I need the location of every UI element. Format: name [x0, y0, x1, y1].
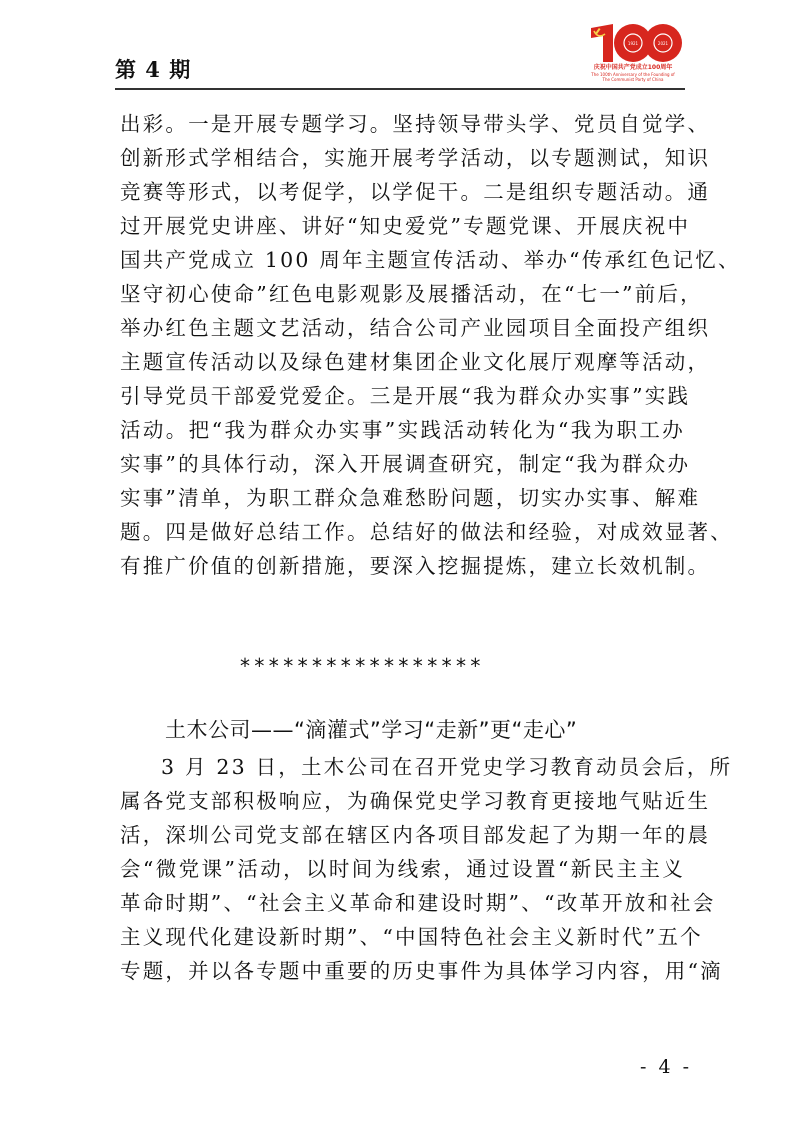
article-title: 土木公司——“滴灌式”学习“走新”更“走心” [165, 718, 578, 742]
article-line: 专题，并以各专题中重要的历史事件为具体学习内容，用“滴 [120, 959, 723, 983]
body-line: 实事”的具体行动，深入开展调查研究，制定“我为群众办 [120, 452, 691, 476]
header-rule [115, 88, 685, 90]
body-line: 实事”清单，为职工群众急难愁盼问题，切实办实事、解难 [120, 486, 701, 510]
svg-text:2021: 2021 [657, 41, 669, 46]
logo-caption: 庆祝中国共产党成立100周年 [593, 64, 673, 71]
body-line: 出彩。一是开展专题学习。坚持领导带头学、党员自觉学、 [120, 112, 711, 136]
logo-subcaption [583, 72, 683, 82]
article-line: 主义现代化建设新时期”、“中国特色社会主义新时代”五个 [120, 925, 703, 949]
body-line: 有推广价值的创新措施，要深入挖掘提炼，建立长效机制。 [120, 554, 711, 578]
page-header [115, 22, 685, 92]
body-line: 创新形式学相结合，实施开展考学活动，以专题测试，知识 [120, 146, 711, 170]
logo-subcaption-line-1: The 100th Anniversary of the Founding of [591, 72, 675, 77]
body-line: 坚守初心使命”红色电影观影及展播活动，在“七一”前后， [120, 282, 703, 306]
svg-text:1921: 1921 [627, 41, 639, 46]
article-line: 属各党支部积极响应，为确保党史学习教育更接地气贴近生 [120, 789, 711, 813]
body-line: 过开展党史讲座、讲好“知史爱党”专题党课、开展庆祝中 [120, 214, 691, 238]
article-line: 革命时期”、“社会主义革命和建设时期”、“改革开放和社会 [120, 891, 716, 915]
body-line: 举办红色主题文艺活动，结合公司产业园项目全面投产组织 [120, 316, 711, 340]
issue-label: 第 4 期 [115, 57, 192, 82]
body-line: 活动。把“我为群众办实事”实践活动转化为“我为职工办 [120, 418, 685, 442]
body-line: 竞赛等形式，以考促学，以学促干。二是组织专题活动。通 [120, 180, 711, 204]
page-number: - 4 - [640, 1056, 693, 1078]
cpc-100th-anniversary-logo-icon [583, 22, 683, 86]
article-line: 会“微党课”活动，以时间为线索，通过设置“新民主主义 [120, 857, 685, 881]
body-line: 主题宣传活动以及绿色建材集团企业文化展厅观摩等活动， [120, 350, 711, 374]
section-separator: ***************** [240, 654, 485, 678]
body-line: 题。四是做好总结工作。总结好的做法和经验，对成效显著、 [120, 520, 733, 544]
body-line: 国共产党成立 100 周年主题宣传活动、举办“传承红色记忆、 [120, 248, 741, 272]
article-line: 3 月 23 日，土木公司在召开党史学习教育动员会后，所 [161, 755, 733, 779]
section-body [120, 107, 741, 583]
body-line: 引导党员干部爱党爱企。三是开展“我为群众办实事”实践 [120, 384, 691, 408]
logo-subcaption-line-2: The Communist Party of China [602, 77, 664, 82]
article-body [120, 750, 733, 988]
article-line: 活，深圳公司党支部在辖区内各项目部发起了为期一年的晨 [120, 823, 711, 847]
